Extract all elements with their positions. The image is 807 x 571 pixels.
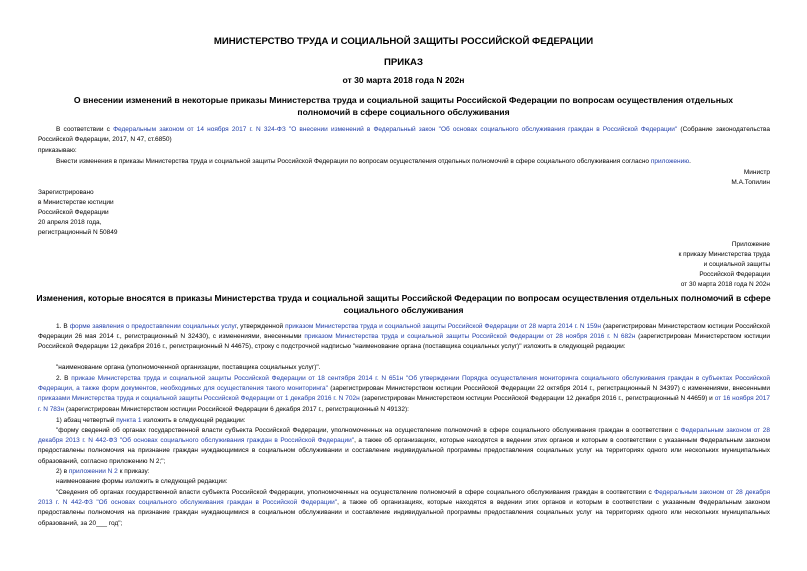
subitem-2 (56, 467, 150, 477)
q1-text-b: , а также об организациях, которые находятся в ведении этих органов и которым в соответствии с указанным Федеральным законом предоставлены полномочия на признание граждан нуждающимися в социальном обслуживании и составление индивидуальной программы предоставления социальных услуг на территориях одного или нескольких муниципальных образований, согласно приложению N 2;"; (38, 437, 770, 465)
preamble-text-2: (Собрание законодательства Российской Федерации, 2017, N 47, ст.6850) (38, 126, 770, 144)
order-item (56, 157, 771, 167)
s1-text-a: 1) абзац четвертый (56, 417, 117, 424)
doc-title: О внесении изменений в некоторые приказы Министерства труда и социальной защиты Российской Федерации по вопросам осуществления отдельных полномочий в сфере социального обслуживания (73, 95, 734, 117)
appendix-line-1: Приложение (731, 241, 770, 248)
appendix-line-2: к приказу Министерства труда (678, 251, 770, 258)
subitem-2-note: наименование формы изложить в следующей редакции: (56, 478, 228, 485)
registration-line-1: Зарегистрировано (38, 189, 94, 196)
ministry-heading: МИНИСТЕРСТВО ТРУДА И СОЦИАЛЬНОЙ ЗАЩИТЫ РОССИЙСКОЙ ФЕДЕРАЦИИ (213, 36, 594, 47)
order-word: приказываю: (38, 147, 77, 154)
registration-line-5: регистрационный N 50849 (38, 229, 118, 236)
registration-line-3: Российской Федерации (38, 209, 109, 216)
registration-line-2: в Министерстве юстиции (38, 199, 114, 206)
q2-text-b: , а также об организациях, которые находятся в ведении этих органов и которым в соответствии с указанным Федеральным законом предоставлены полномочия на признание граждан нуждающимися в социальном обслуживании и составление индивидуальной программы предоставления социальных услуг на территориях одного или нескольких муниципальных образований, за 20___ год"; (38, 499, 770, 527)
application-form-link[interactable]: форме заявления о предоставлении социальных услуг (69, 323, 237, 330)
federal-law-324-link[interactable]: Федеральным законом от 14 ноября 2017 г. N 324-ФЗ "О внесении изменений в Федеральный закон "Об основах социального обслуживания граждан в Российской Федерации" (113, 126, 678, 133)
p1-text-a: 1. В (56, 323, 70, 330)
p2-text-c: (зарегистрирован Министерством юстиции Российской Федерации 12 декабря 2016 г., регистрационный N 44659) и (359, 395, 715, 403)
doc-type-heading: ПРИКАЗ (384, 57, 423, 68)
order-item-text: Внести изменения в приказы Министерства труда и социальной защиты Российской Федерации по вопросам осуществления отдельных полномочий в сфере социального обслуживания согласно (56, 158, 651, 165)
federal-law-442-link-1[interactable]: Федеральным законом от 28 декабря 2013 г. N 442-ФЗ "Об основах социального обслуживания граждан в Российской Федерации" (38, 427, 771, 445)
order-682n-link[interactable]: приказом Министерства труда и социальной защиты Российской Федерации от 28 ноября 2016 г. N 682н (304, 333, 636, 341)
appendix-line-3: и социальной защиты (703, 261, 770, 268)
quote-1 (38, 426, 770, 467)
paragraph-1 (38, 322, 770, 353)
order-item-end: . (689, 158, 691, 165)
changes-title: Изменения, которые вносятся в приказы Министерства труда и социальной защиты Российской Федерации по вопросам осуществления отдельных полномочий в сфере социального обслуживания (36, 293, 771, 315)
doc-date-number: от 30 марта 2018 года N 202н (342, 75, 465, 85)
q2-text-a: "Сведения об органах государственной власти субъекта Российской Федерации, уполномоченных на осуществление полномочий в сфере социального обслуживания граждан в соответствии с (56, 489, 655, 496)
p2-text-a: 2. В (56, 375, 72, 382)
appendix-link[interactable]: приложению (650, 158, 690, 165)
preamble-text-1: В соответствии с (56, 126, 114, 133)
quote-2 (38, 488, 770, 529)
order-783n-link[interactable]: от 16 ноября 2017 г. N 783н (38, 395, 770, 413)
p1-text-c: (зарегистрирован Министерством юстиции Российской Федерации 26 мая 2014 г., регистрационный N 32430), с изменениями, внесенными (38, 323, 771, 341)
appendix-2-link[interactable]: приложении N 2 (68, 468, 118, 475)
federal-law-442-link-2[interactable]: Федеральным законом от 28 декабря 2013 г. N 442-ФЗ "Об основах социального обслуживания граждан в Российской Федерации" (38, 489, 771, 507)
appendix-line-4: Российской Федерации (699, 271, 770, 278)
p1-text-d: (зарегистрирован Министерством юстиции Российской Федерации 12 декабря 2016 г., регистрационный N 44675), строку с подстрочной надписью "наименование органа (поставщика социальных услуг)" изложить в следующей редакции: (38, 333, 771, 351)
clause-1-link[interactable]: пункта 1 (116, 417, 142, 424)
p1-quote: "наименование органа (уполномоченной организации, поставщика социальных услуг)". (56, 364, 321, 371)
signature-position: Министр (743, 169, 770, 176)
signature-name: М.А.Топилин (731, 179, 770, 186)
order-702n-link[interactable]: приказами Министерства труда и социальной защиты Российской Федерации от 1 декабря 2016 г. N 702н (38, 395, 360, 403)
p1-text-b: , утвержденной (236, 323, 286, 330)
order-651n-link[interactable]: приказе Министерства труда и социальной защиты Российской Федерации от 18 сентября 2014 г. N 651н "Об утверждении Порядка осуществления мониторинга социального обслуживания граждан в субъектах Российской Федерации, а также форм документов, необходимых для осуществления такого мониторинга" (38, 375, 770, 393)
order-159n-link[interactable]: приказом Министерства труда и социальной защиты Российской Федерации от 28 марта 2014 г. N 159н (285, 323, 601, 330)
paragraph-2 (38, 374, 770, 415)
appendix-line-5: от 30 марта 2018 года N 202н (680, 281, 770, 288)
p2-text-b: (зарегистрирован Министерством юстиции Российской Федерации 22 октября 2014 г., регистрационный N 34397) с изменениями, внесенными (327, 385, 770, 393)
registration-line-4: 20 апреля 2018 года, (38, 219, 102, 226)
p2-text-d: (зарегистрирован Министерством юстиции Российской Федерации 6 декабря 2017 г., регистрационный N 49132): (64, 405, 409, 413)
s2-text-a: 2) в (56, 468, 69, 475)
subitem-1 (56, 416, 246, 426)
q1-text-a: "форму сведений об органах государственной власти субъекта Российской Федерации, уполномоченных на осуществление полномочий в сфере социального обслуживания граждан в соответствии с (56, 427, 681, 434)
s2-text-b: к приказу: (117, 468, 150, 475)
preamble-paragraph (38, 125, 770, 145)
s1-text-b: изложить в следующей редакции: (141, 417, 246, 424)
